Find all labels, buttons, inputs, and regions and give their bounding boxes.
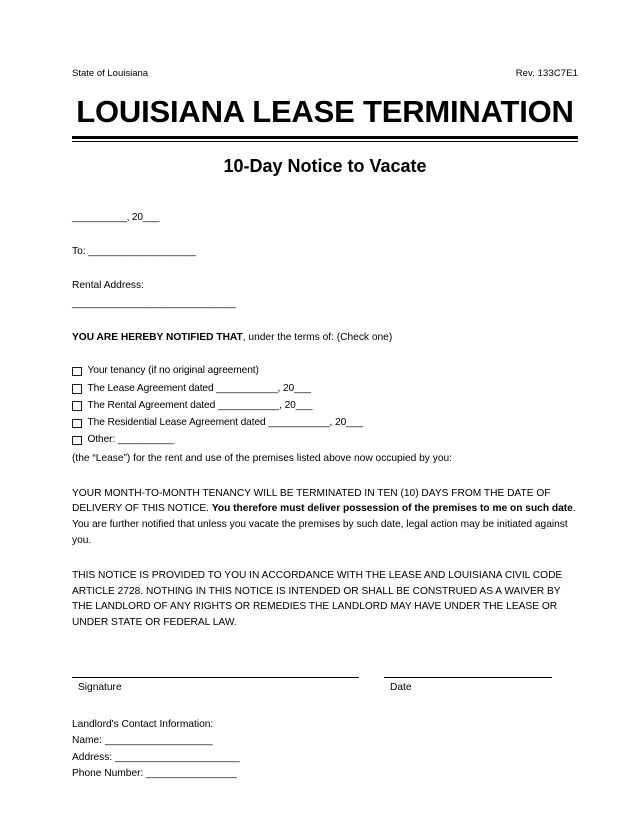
checkbox-label: The Residential Lease Agreement dated ___________, 20___ (87, 417, 363, 429)
checkbox-row-lease-agreement[interactable] (72, 382, 578, 396)
notified-rest: , under the terms of: (Check one) (242, 331, 393, 343)
checkbox-label: The Lease Agreement dated ___________, 20___ (87, 382, 311, 394)
termination-paragraph (72, 486, 578, 549)
legal-notice-paragraph: THIS NOTICE IS PROVIDED TO YOU IN ACCORDANCE WITH THE LEASE AND LOUISIANA CIVIL CODE ARTICLE 2728. NOTHING IN THIS NOTICE IS INTENDED OR SHALL BE CONSTRUED AS A WAIVER BY THE LANDLORD OF ANY RIGHTS OR REMEDIES THE LANDLORD MAY HAVE UNDER THE LEASE OR UNDER STATE OR FEDERAL LAW. (72, 569, 563, 629)
checkbox-icon[interactable] (72, 419, 82, 429)
terms-checkbox-list (72, 364, 578, 447)
signature-area (72, 677, 578, 696)
recipient-field[interactable]: To: ___________________ (72, 246, 197, 258)
date-signature-field[interactable] (384, 677, 552, 696)
termination-bold: You therefore must deliver possession of the premises to me on such date (211, 503, 573, 515)
checkbox-icon[interactable] (72, 436, 82, 446)
rental-address-label: Rental Address: (72, 280, 144, 292)
document-body (72, 211, 578, 782)
signature-rule (72, 677, 359, 678)
document-header (72, 68, 578, 79)
termination-part1: YOUR MONTH-TO-MONTH TENANCY WILL BE TERMINATED IN TEN (10) DAYS FROM THE DATE OF DELIVERY OF THIS NOTICE. (72, 487, 551, 515)
lease-definition-line: (the “Lease”) for the rent and use of the premises listed above now occupied by you: (72, 452, 452, 464)
notified-statement (72, 331, 578, 346)
rental-address-field[interactable] (72, 279, 578, 312)
checkbox-row-residential-lease-agreement[interactable] (72, 416, 578, 430)
checkbox-icon[interactable] (72, 384, 82, 394)
revision-code: Rev. 133C7E1 (515, 68, 578, 79)
checkbox-label: Other: __________ (87, 434, 174, 446)
contact-address-field[interactable]: Address: ______________________ (72, 751, 240, 763)
notified-bold: YOU ARE HEREBY NOTIFIED THAT (72, 331, 243, 343)
checkbox-icon[interactable] (72, 401, 82, 411)
checkbox-row-tenancy[interactable] (72, 364, 578, 378)
checkbox-row-other[interactable] (72, 433, 578, 447)
termination-part2: . You are further notified that unless you vacate the premises by such date, legal action may be initiated against you. (72, 503, 576, 546)
checkbox-icon[interactable] (72, 367, 82, 377)
landlord-contact-block (72, 717, 578, 783)
signature-row (72, 677, 578, 696)
page-title: LOUISIANA LEASE TERMINATION (76, 94, 574, 130)
signature-field[interactable] (72, 677, 359, 696)
state-label: State of Louisiana (72, 68, 149, 79)
rental-address-rule[interactable]: _______________________________ (72, 297, 236, 309)
page-subtitle: 10-Day Notice to Vacate (223, 155, 427, 176)
contact-name-field[interactable]: Name: ___________________ (72, 735, 213, 747)
signature-label: Signature (78, 682, 122, 693)
date-rule (384, 677, 552, 678)
date-field[interactable]: __________, 20___ (72, 212, 160, 224)
contact-phone-field[interactable]: Phone Number: ________________ (72, 768, 237, 780)
checkbox-row-rental-agreement[interactable] (72, 399, 578, 413)
checkbox-label: Your tenancy (if no original agreement) (87, 365, 259, 377)
date-label: Date (390, 682, 412, 693)
contact-heading: Landlord's Contact Information: (72, 718, 214, 730)
title-divider (72, 136, 578, 142)
checkbox-label: The Rental Agreement dated ___________, 20___ (87, 399, 313, 411)
